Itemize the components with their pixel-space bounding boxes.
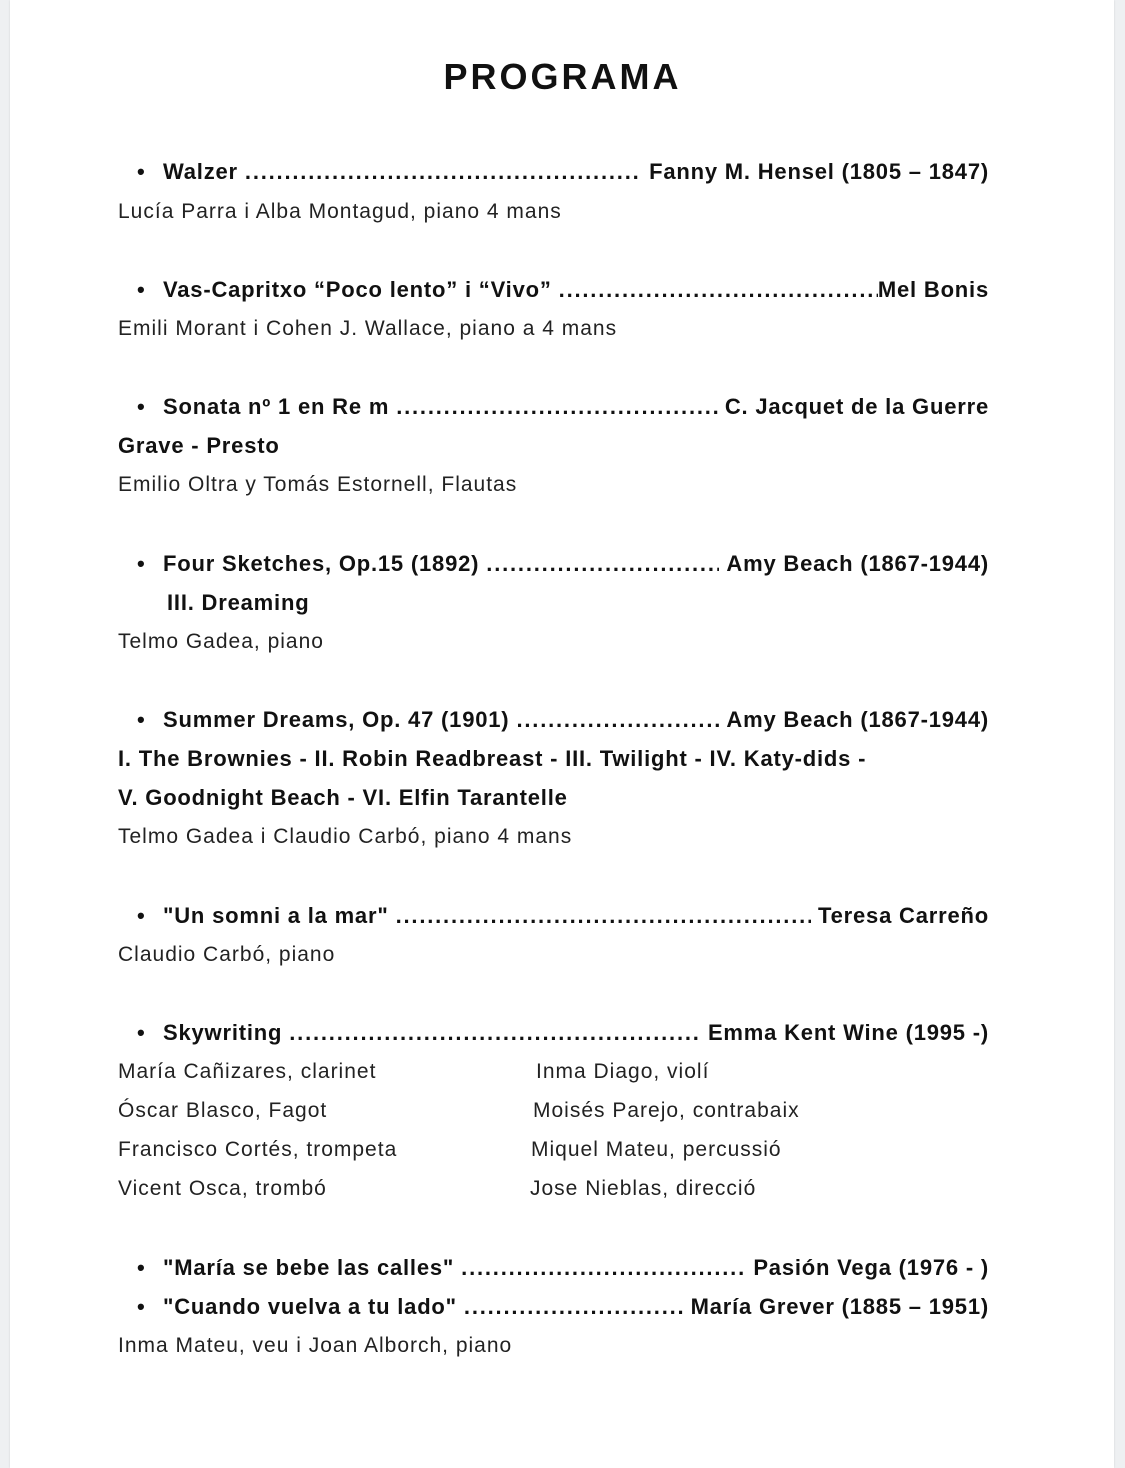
dot-leader [289,1019,701,1047]
performers: Telmo Gadea, piano [118,630,324,653]
work-title: Walzer [163,159,238,184]
composer: María Grever (1885 – 1951) [690,1294,989,1319]
performers: Lucía Parra i Alba Montagud, piano 4 mans [118,200,562,223]
composer: Amy Beach (1867-1944) [726,707,989,732]
bullet-icon: • [137,707,146,732]
ensemble-member: Inma Diago, violí [536,1060,710,1083]
ensemble-member: Moisés Parejo, contrabaix [533,1099,800,1122]
program-item [137,393,989,421]
composer: Amy Beach (1867-1944) [726,551,989,576]
movements: V. Goodnight Beach - VI. Elfin Tarantelle [118,785,568,810]
work-title: Summer Dreams, Op. 47 (1901) [163,707,510,732]
ensemble-member: Miquel Mateu, percussió [531,1138,782,1161]
performers: Telmo Gadea i Claudio Carbó, piano 4 mans [118,825,573,848]
ensemble-member: Óscar Blasco, Fagot [118,1099,328,1122]
program-item [137,158,989,186]
dot-leader [461,1254,746,1282]
ensemble-member: Vicent Osca, trombó [118,1177,327,1200]
performers: Emili Morant i Cohen J. Wallace, piano a 4 mans [118,317,618,340]
work-title: Sonata nº 1 en Re m [163,394,390,419]
dot-leader [396,393,718,421]
bullet-icon: • [137,1294,146,1319]
program-item [137,902,989,930]
dot-leader [486,550,719,578]
work-title: "Cuando vuelva a tu lado" [163,1294,457,1319]
program-item [137,550,989,578]
bullet-icon: • [137,394,146,419]
ensemble-member: María Cañizares, clarinet [118,1060,377,1083]
composer: Fanny M. Hensel (1805 – 1847) [649,159,989,184]
composer: Pasión Vega (1976 - ) [753,1255,989,1280]
performers: Claudio Carbó, piano [118,943,336,966]
dot-leader [396,902,811,930]
performers: Emilio Oltra y Tomás Estornell, Flautas [118,473,518,496]
program-item [137,706,989,734]
performers: Inma Mateu, veu i Joan Alborch, piano [118,1334,513,1357]
work-title: "Un somni a la mar" [163,903,389,928]
work-title: "María se bebe las calles" [163,1255,455,1280]
composer: Mel Bonis [877,277,989,302]
work-title: Four Sketches, Op.15 (1892) [163,551,480,576]
dot-leader [516,706,719,734]
composer: Emma Kent Wine (1995 -) [707,1020,989,1045]
composer: Teresa Carreño [818,903,989,928]
page-title: PROGRAMA [443,56,682,97]
dot-leader [464,1293,684,1321]
bullet-icon: • [137,551,146,576]
movements: I. The Brownies - II. Robin Readbreast - III. Twilight - IV. Katy-dids - [118,746,867,771]
dot-leader [245,158,642,186]
ensemble-member: Francisco Cortés, trompeta [118,1138,398,1161]
bullet-icon: • [137,1255,146,1280]
ensemble-member: Jose Nieblas, direcció [530,1177,757,1200]
movements: Grave - Presto [118,433,280,458]
bullet-icon: • [137,159,146,184]
bullet-icon: • [137,1020,146,1045]
program-item [137,1293,989,1321]
bullet-icon: • [137,903,146,928]
program-item [137,1254,989,1282]
program-item [137,1019,989,1047]
dot-leader [559,276,878,304]
composer: C. Jacquet de la Guerre [724,394,989,419]
program-item [137,276,989,304]
bullet-icon: • [137,277,146,302]
movements: III. Dreaming [167,590,310,615]
work-title: Skywriting [163,1020,283,1045]
work-title: Vas-Capritxo “Poco lento” i “Vivo” [163,277,552,302]
